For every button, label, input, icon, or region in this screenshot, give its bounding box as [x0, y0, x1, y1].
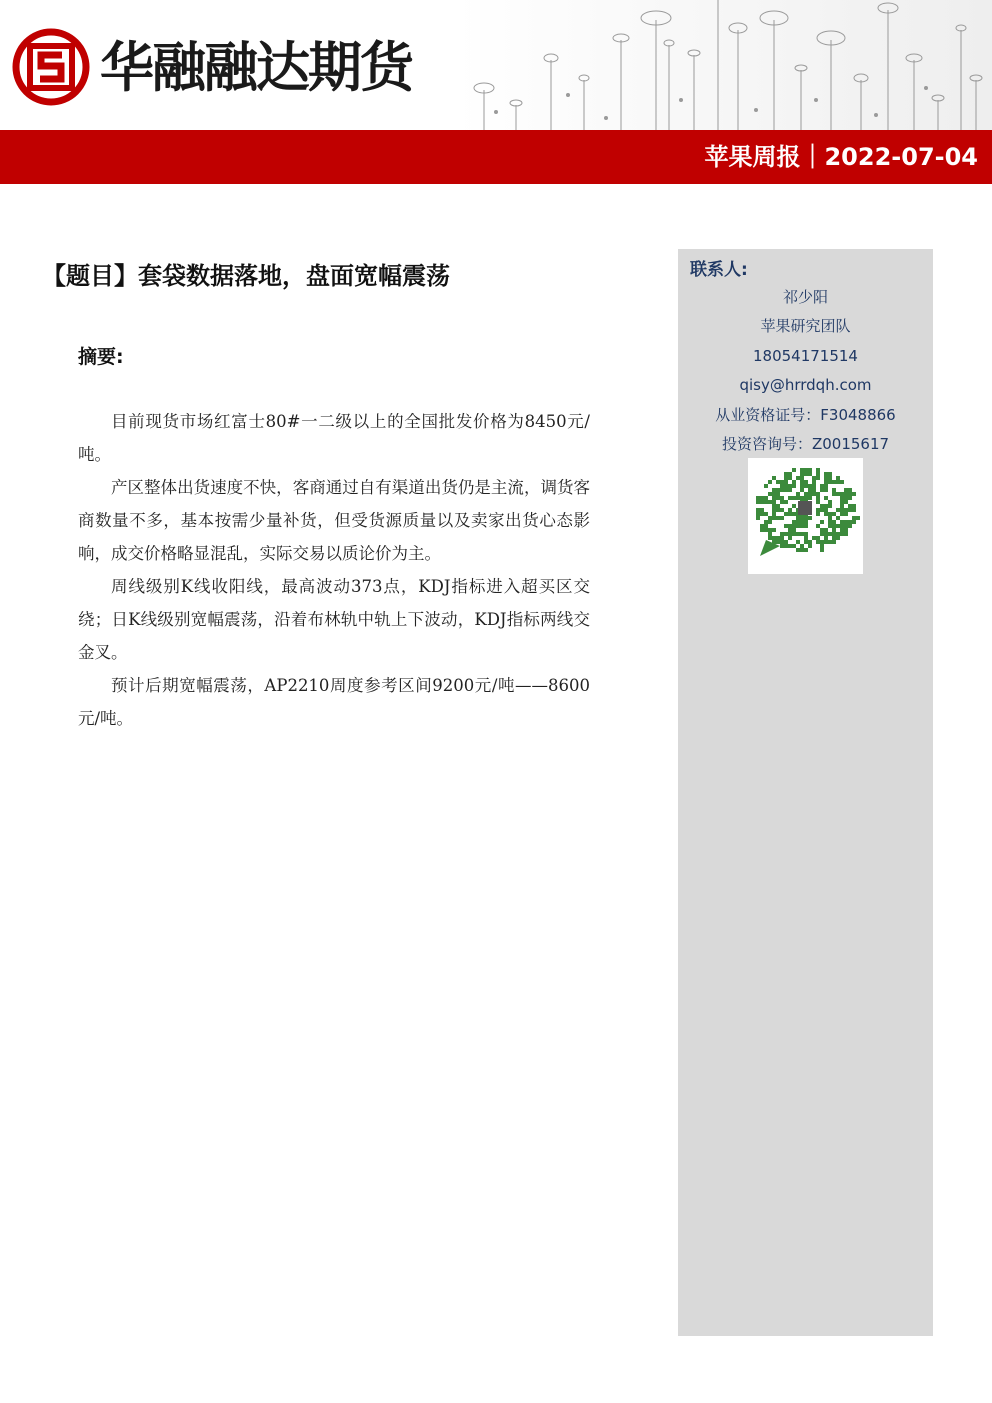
summary-label: 摘要: — [78, 346, 124, 368]
article-title: 【题目】套袋数据落地，盘面宽幅震荡 — [42, 262, 450, 290]
contact-sidebar — [678, 249, 933, 1336]
summary-paragraph: 预计后期宽幅震荡，AP2210周度参考区间9200元/吨——8600元/吨。 — [78, 676, 590, 728]
qr-code-icon — [748, 458, 863, 574]
contact-label: 联系人: — [690, 260, 748, 280]
summary-paragraph: 周线级别K线收阳线，最高波动373点，KDJ指标进入超买区交绕；日K线级别宽幅震荡，沿着布林轨中轨上下波动，KDJ指标两线交金叉。 — [78, 577, 590, 662]
company-name: 华融融达期货 — [100, 35, 412, 99]
decorative-network-graphic — [456, 0, 992, 130]
contact-info — [678, 283, 933, 459]
summary-paragraph: 目前现货市场红富士80#一二级以上的全国批发价格为8450元/吨。 — [78, 412, 590, 464]
report-title: 苹果周报｜2022-07-04 — [704, 143, 978, 171]
summary-paragraph: 产区整体出货速度不快，客商通过自有渠道出货仍是主流，调货客商数量不多，基本按需少量补货，但受货源质量以及卖家出货心态影响，成交价格略显混乱，实际交易以质论价为主。 — [78, 478, 590, 563]
contact-phone: 18054171514 — [753, 346, 858, 365]
contact-name: 祁少阳 — [782, 288, 828, 306]
contact-team: 苹果研究团队 — [760, 317, 851, 336]
page-header — [0, 0, 992, 186]
contact-license: 从业资格证号：F3048866 — [715, 405, 896, 424]
contact-consult-license: 投资咨询号：Z0015617 — [721, 434, 890, 453]
summary-body — [78, 405, 590, 735]
contact-email[interactable]: qisy@hrrdqh.com — [739, 376, 872, 395]
company-logo-icon — [12, 28, 90, 106]
